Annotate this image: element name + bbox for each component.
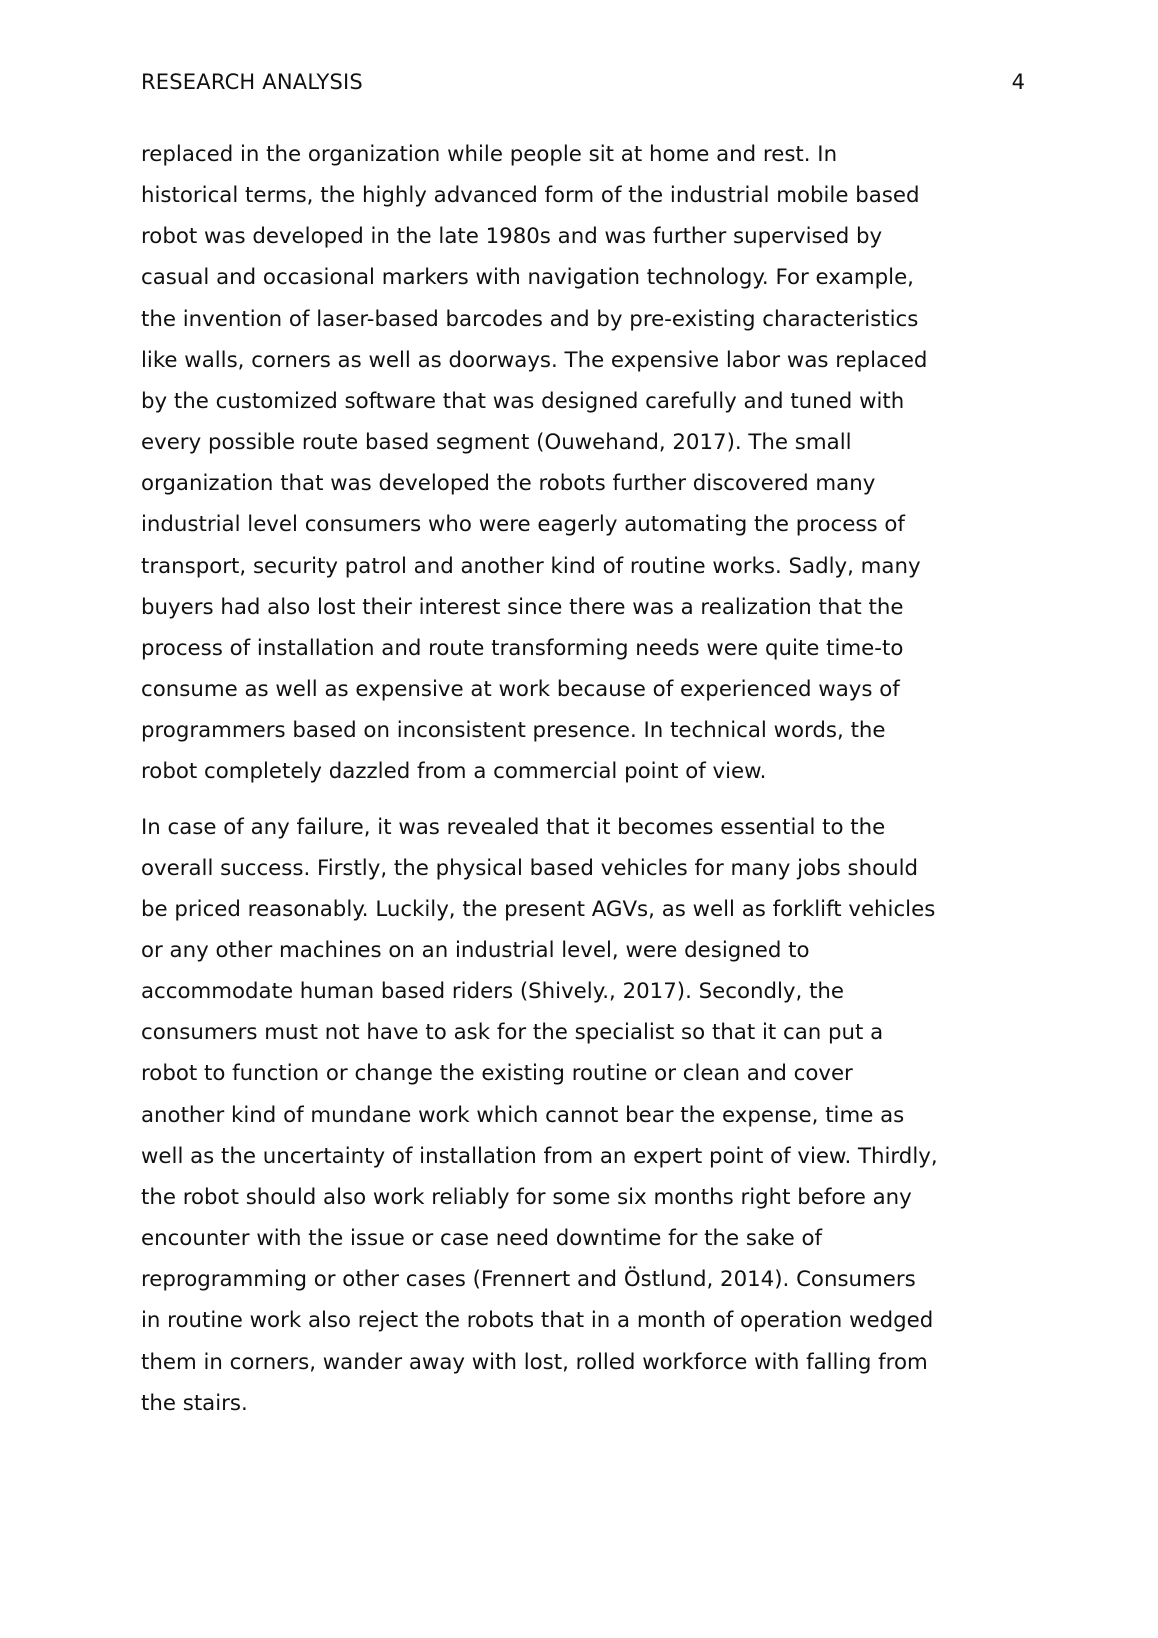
text-line: process of installation and route transforming needs were quite time-to <box>141 635 904 661</box>
text-line: another kind of mundane work which cannot bear the expense, time as <box>141 1102 905 1128</box>
text-line: industrial level consumers who were eagerly automating the process of <box>141 512 905 538</box>
text-line: robot completely dazzled from a commercial point of view. <box>141 759 767 785</box>
text-line: consumers must not have to ask for the specialist so that it can put a <box>141 1020 884 1046</box>
text-line: robot was developed in the late 1980s and was further supervised by <box>141 224 883 250</box>
text-line: them in corners, wander away with lost, rolled workforce with falling from <box>141 1349 928 1375</box>
text-line: reprogramming or other cases (Frennert and Östlund, 2014). Consumers <box>141 1267 916 1293</box>
text-line: buyers had also lost their interest since there was a realization that the <box>141 594 904 620</box>
text-line: like walls, corners as well as doorways. The expensive labor was replaced <box>141 347 928 373</box>
text-line: encounter with the issue or case need downtime for the sake of <box>141 1226 822 1252</box>
paragraph-2 <box>141 807 1021 1424</box>
text-line: accommodate human based riders (Shively., 2017). Secondly, the <box>141 979 845 1005</box>
text-line: the stairs. <box>141 1390 248 1416</box>
text-line: the invention of laser-based barcodes and by pre-existing characteristics <box>141 306 919 332</box>
running-head: RESEARCH ANALYSIS <box>141 70 363 94</box>
text-line: casual and occasional markers with navigation technology. For example, <box>141 265 914 291</box>
page-number: 4 <box>1011 70 1025 94</box>
body-text <box>141 134 1021 1424</box>
text-line: In case of any failure, it was revealed that it becomes essential to the <box>141 814 886 840</box>
text-line: consume as well as expensive at work because of experienced ways of <box>141 677 900 703</box>
text-line: by the customized software that was designed carefully and tuned with <box>141 388 905 414</box>
text-line: organization that was developed the robots further discovered many <box>141 471 876 497</box>
text-line: historical terms, the highly advanced form of the industrial mobile based <box>141 183 920 209</box>
paragraph-1 <box>141 134 1021 793</box>
text-line: or any other machines on an industrial level, were designed to <box>141 937 810 963</box>
text-line: well as the uncertainty of installation from an expert point of view. Thirdly, <box>141 1143 938 1169</box>
text-line: overall success. Firstly, the physical based vehicles for many jobs should <box>141 855 919 881</box>
text-line: be priced reasonably. Luckily, the present AGVs, as well as forklift vehicles <box>141 896 936 922</box>
text-line: replaced in the organization while people sit at home and rest. In <box>141 142 838 167</box>
text-line: the robot should also work reliably for some six months right before any <box>141 1184 912 1210</box>
text-line: transport, security patrol and another kind of routine works. Sadly, many <box>141 553 921 579</box>
text-line: every possible route based segment (Ouwehand, 2017). The small <box>141 430 852 456</box>
text-line: programmers based on inconsistent presence. In technical words, the <box>141 718 886 744</box>
text-line: in routine work also reject the robots that in a month of operation wedged <box>141 1308 934 1334</box>
text-line: robot to function or change the existing routine or clean and cover <box>141 1061 853 1087</box>
